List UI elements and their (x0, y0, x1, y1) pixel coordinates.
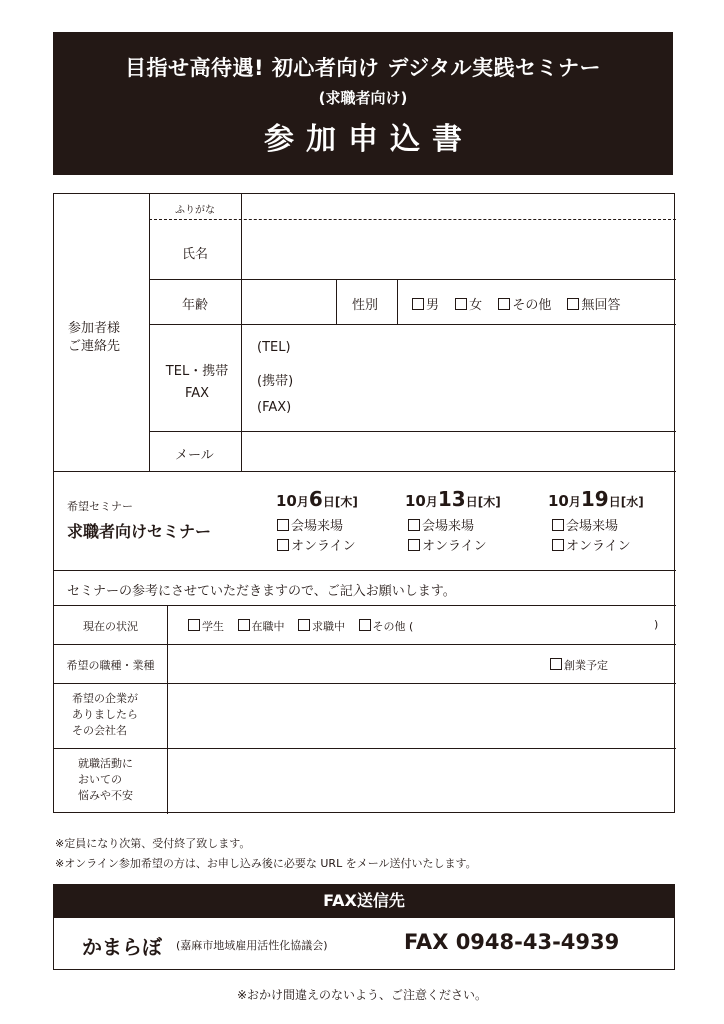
worry-label: 就職活動に おいての 悩みや不安 (78, 757, 133, 802)
status-label: 現在の状況 (83, 620, 138, 633)
fax-number: FAX 0948-43-4939 (404, 930, 620, 954)
status-student-checkbox[interactable]: 学生 (188, 620, 224, 633)
gender-label: 性別 (352, 298, 379, 313)
org-name: かまらぼ (82, 935, 162, 959)
mail-label: メール (175, 448, 214, 463)
application-form (53, 193, 675, 813)
seminar-date-1: 10月6日[木] (276, 487, 358, 511)
gender-options (412, 294, 620, 313)
fax-destination-box (53, 918, 675, 970)
contact-section-label: 参加者様 ご連絡先 (68, 321, 121, 354)
note-online-url: ※オンライン参加希望の方は、お申し込み後に必要な URL をメール送付いたします。 (55, 857, 477, 870)
seminar-label: 希望セミナー (67, 500, 133, 513)
name-label: 氏名 (182, 247, 209, 262)
header-banner (53, 32, 673, 175)
footer-note: ※おかけ間違えのないよう、ご注意ください。 (236, 988, 488, 1002)
fax-destination-bar: FAX送信先 (53, 884, 675, 918)
company-label: 希望の企業が ありましたら その会社名 (72, 692, 138, 737)
date2-online-checkbox[interactable]: オンライン (408, 535, 487, 554)
date1-online-checkbox[interactable]: オンライン (277, 535, 356, 554)
status-close-paren: ) (654, 618, 659, 631)
status-options (188, 618, 413, 634)
job-startup-checkbox[interactable]: 創業予定 (550, 657, 608, 673)
seminar-subtitle: (求職者向け) (318, 89, 408, 107)
note-capacity: ※定員になり次第、受付終了致します。 (55, 837, 251, 850)
tel-line: (TEL) (257, 340, 291, 355)
date3-venue-checkbox[interactable]: 会場来場 (552, 515, 618, 534)
date3-online-checkbox[interactable]: オンライン (552, 535, 631, 554)
job-label: 希望の職種・業種 (66, 659, 155, 672)
gender-noanswer-checkbox[interactable]: 無回答 (567, 298, 620, 313)
survey-intro: セミナーの参考にさせていただきますので、ご記入お願いします。 (67, 584, 456, 599)
gender-other-checkbox[interactable]: その他 (498, 298, 551, 313)
date2-venue-checkbox[interactable]: 会場来場 (408, 515, 474, 534)
seminar-date-2: 10月13日[木] (405, 487, 501, 511)
furigana-label: ふりがな (175, 205, 215, 216)
status-employed-checkbox[interactable]: 在職中 (238, 620, 285, 633)
seminar-date-3: 10月19日[水] (548, 487, 644, 511)
seminar-title: 目指せ高待遇! 初心者向け デジタル実践セミナー (125, 56, 601, 80)
status-other-checkbox[interactable]: その他 ( (359, 620, 414, 633)
tel-label: TEL・携帯 FAX (165, 364, 229, 401)
status-seeking-checkbox[interactable]: 求職中 (298, 620, 345, 633)
org-full-name: (嘉麻市地域雇用活性化協議会) (176, 939, 328, 952)
form-title: 参加申込書 (264, 122, 474, 157)
date1-venue-checkbox[interactable]: 会場来場 (277, 515, 343, 534)
gender-male-checkbox[interactable]: 男 (412, 298, 439, 313)
gender-female-checkbox[interactable]: 女 (455, 298, 482, 313)
mobile-line: (携帯) (257, 374, 294, 389)
fax-line: (FAX) (257, 400, 292, 415)
seminar-name: 求職者向けセミナー (67, 522, 212, 541)
age-label: 年齢 (182, 298, 209, 313)
